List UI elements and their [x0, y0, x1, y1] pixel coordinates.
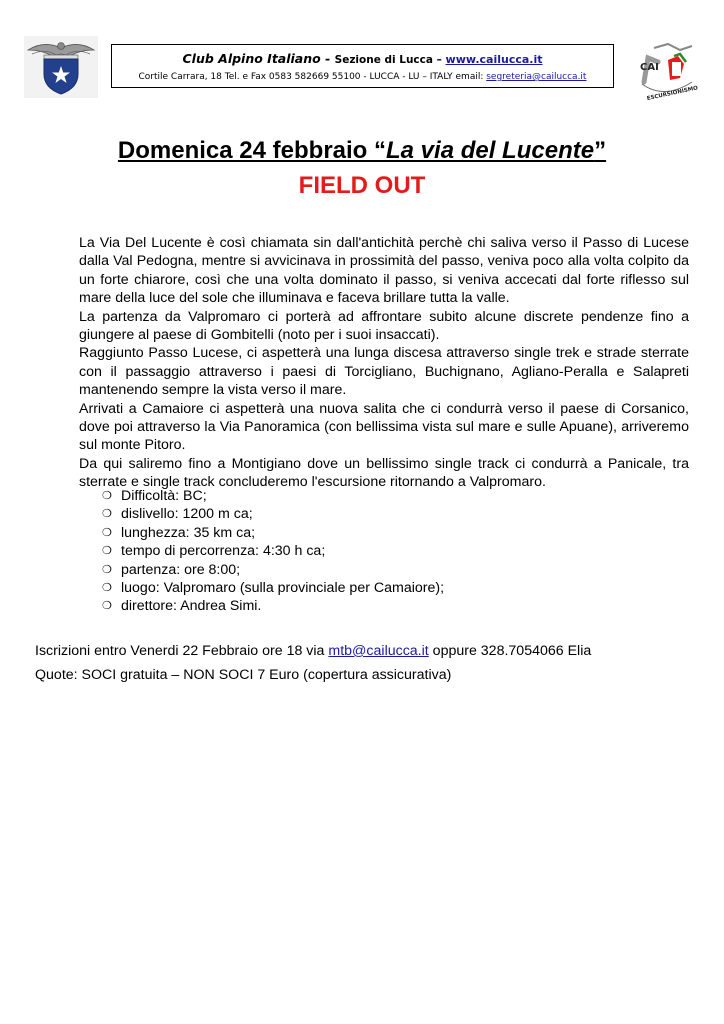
list-item	[102, 487, 444, 505]
circle-bullet-icon: ❍	[102, 507, 112, 521]
detail-departure: partenza: ore 8:00;	[121, 561, 241, 578]
address-line	[112, 72, 613, 83]
cai-logo-text: CAI	[640, 62, 659, 73]
cai-escursionismo-logo	[636, 42, 698, 100]
circle-bullet-icon: ❍	[102, 525, 112, 539]
description-paragraph: Raggiunto Passo Lucese, ci aspetterà una lunga discesa attraverso single trek e strade sterrate con il passaggio attraverso i paesi di Torcigliano, Buchignano, Agliano-Peralla e Salapreti mantenendo sempre la vista verso il mare.	[79, 345, 689, 399]
escursionismo-logo-text: ESCURSIONISMO	[646, 85, 698, 100]
title-suffix: ”	[594, 137, 607, 164]
circle-bullet-icon: ❍	[102, 489, 112, 502]
registration-info	[35, 642, 591, 660]
registration-text: Iscrizioni entro Venerdi 22 Febbraio ore 18 via	[35, 643, 329, 659]
circle-bullet-icon: ❍	[102, 544, 112, 558]
detail-elevation: dislivello: 1200 m ca;	[121, 506, 253, 523]
cai-eagle-logo	[24, 36, 98, 98]
description-paragraph: La Via Del Lucente è così chiamata sin dall'antichità perchè chi saliva verso il Passo di Lucese dalla Val Pedogna, mentre si avvicinava in prossimità del passo, veniva poco alla volta colpito da un forte chiarore, così che una volta dominato il passo, si veniva accecati dal forte riflesso sul mare della luce del sole che illuminava e faceva brillare tutta la valle.	[79, 235, 689, 307]
registration-phone: oppure 328.7054066 Elia	[428, 643, 592, 659]
address-text: Cortile Carrara, 18 Tel. e Fax 0583 582669 55100 - LUCCA - LU – ITALY email:	[138, 72, 487, 82]
mtb-email-link[interactable]: mtb@cailucca.it	[328, 643, 429, 659]
description-paragraph: Arrivati a Camaiore ci aspetterà una nuova salita che ci condurrà verso il paese di Corsanico, dove poi attraverso la Via Panoramica (con bellissima vista sul mare e sulle Apuane), arriveremo sul monte Pitoro.	[79, 400, 689, 454]
circle-bullet-icon: ❍	[102, 562, 112, 576]
list-item	[102, 579, 444, 597]
circle-bullet-icon: ❍	[102, 599, 112, 613]
website-link[interactable]: www.cailucca.it	[445, 53, 543, 66]
detail-duration: tempo di percorrenza: 4:30 h ca;	[121, 543, 326, 560]
list-item	[102, 505, 444, 523]
details-list	[102, 487, 444, 616]
header-separator: –	[432, 54, 446, 66]
detail-location: luogo: Valpromaro (sulla provinciale per Camaiore);	[121, 580, 445, 597]
sezione-label: Sezione di Lucca	[334, 54, 433, 66]
description-paragraph: La partenza da Valpromaro ci porterà ad affrontare subito alcune discrete pendenze fino a giungere al paese di Gombitelli (noto per i suoi insaccati).	[79, 308, 689, 344]
list-item	[102, 561, 444, 579]
header-title-line	[112, 51, 613, 68]
page-title	[0, 136, 724, 166]
description	[79, 234, 689, 492]
header-dash: -	[320, 51, 335, 66]
detail-difficulty: Difficoltà: BC;	[121, 488, 207, 504]
circle-bullet-icon: ❍	[102, 581, 112, 595]
page-subtitle: FIELD OUT	[298, 172, 426, 199]
header-box	[111, 44, 614, 88]
title-prefix: Domenica 24 febbraio “	[117, 137, 386, 164]
fee-info: Quote: SOCI gratuita – NON SOCI 7 Euro (copertura assicurativa)	[35, 667, 452, 683]
detail-director: direttore: Andrea Simi.	[121, 598, 262, 615]
list-item	[102, 524, 444, 542]
title-event-name: La via del Lucente	[386, 137, 595, 164]
list-item	[102, 542, 444, 560]
club-name: Club Alpino Italiano	[182, 51, 321, 66]
list-item	[102, 597, 444, 615]
description-paragraph: Da qui saliremo fino a Montigiano dove un bellissimo single track ci condurrà a Panicale, tra sterrate e single track concluderemo l'escursione ritornando a Valpromaro.	[79, 455, 689, 491]
email-link[interactable]: segreteria@cailucca.it	[486, 72, 587, 82]
detail-length: lunghezza: 35 km ca;	[121, 524, 256, 541]
